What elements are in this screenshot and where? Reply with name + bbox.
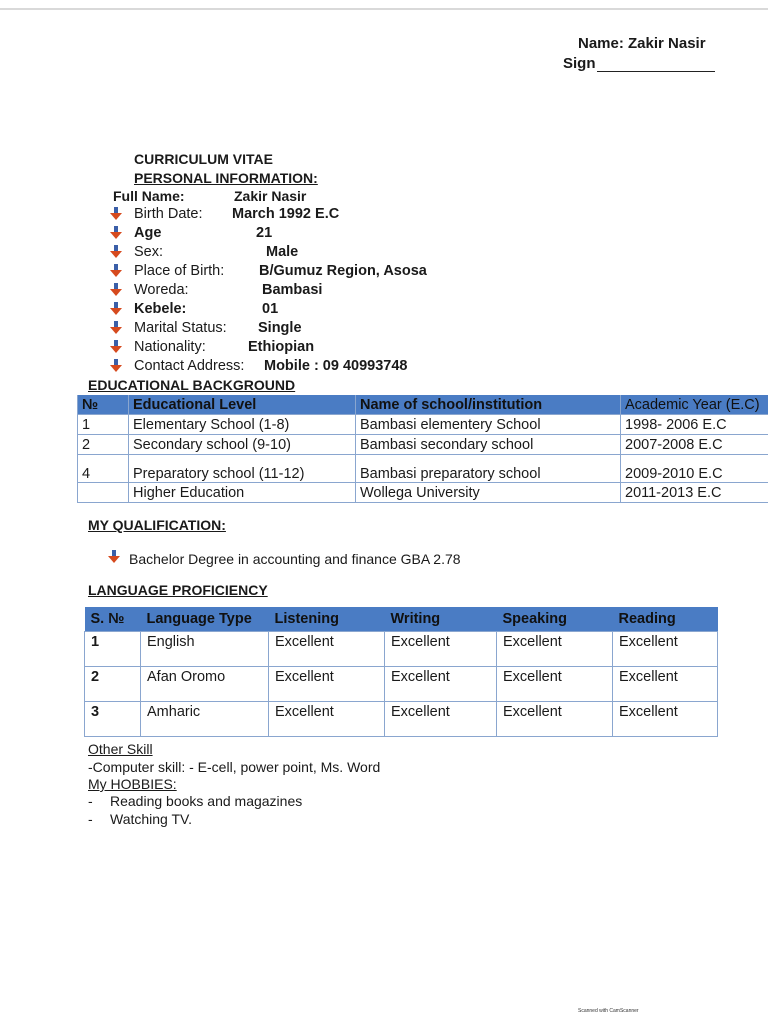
arrow-bullet-icon [110,321,122,339]
edu-cell-no [78,483,129,503]
qualification-item [108,550,461,567]
personal-heading: PERSONAL INFORMATION: [134,170,318,186]
lang-col-type: Language Type [141,607,269,632]
scan-edge-line [0,8,768,10]
edu-cell-school: Bambasi preparatory school [356,455,621,483]
lang-col-no: S. № [85,607,141,632]
qualification-text: Bachelor Degree in accounting and finance GBA 2.78 [129,551,461,567]
lang-cell-listening: Excellent [269,702,385,737]
hobby-item [88,811,192,827]
arrow-bullet-icon [110,226,122,244]
lang-cell-speaking: Excellent [497,667,613,702]
personal-info-label: Contact Address: [134,358,245,374]
edu-cell-level: Elementary School (1-8) [129,415,356,435]
language-heading: LANGUAGE PROFICIENCY [88,582,268,598]
full-name-value: Zakir Nasir [234,188,307,204]
edu-cell-no: 4 [78,455,129,483]
edu-col-school: Name of school/institution [356,395,621,415]
personal-info-row [110,320,510,339]
scanner-watermark: Scanned with CamScanner [578,1008,639,1014]
education-heading: EDUCATIONAL BACKGROUND [88,377,296,393]
full-name-label: Full Name: [113,188,185,204]
other-skill-text: -Computer skill: - E-cell, power point, Ms. Word [88,759,381,775]
hobby-text: Watching TV. [110,811,192,827]
header-name: Name: Zakir Nasir [578,35,706,52]
lang-cell-reading: Excellent [613,632,718,667]
personal-info-row [110,339,510,358]
lang-cell-no: 1 [85,632,141,667]
lang-cell-speaking: Excellent [497,632,613,667]
personal-info-value: Ethiopian [248,339,315,355]
edu-cell-level: Preparatory school (11-12) [129,455,356,483]
lang-col-listening: Listening [269,607,385,632]
language-row [85,667,718,702]
personal-info-value: Single [258,320,302,336]
education-row [78,415,768,435]
arrow-bullet-icon [110,207,122,225]
sign-label: Sign [563,55,596,72]
personal-info-label: Kebele: [134,301,187,317]
edu-cell-no: 1 [78,415,129,435]
personal-info-row [110,301,510,320]
arrow-bullet-icon [108,550,122,564]
edu-cell-level: Secondary school (9-10) [129,435,356,455]
lang-cell-no: 3 [85,702,141,737]
personal-info-label: Marital Status: [134,320,227,336]
hobby-text: Reading books and magazines [110,793,303,809]
lang-cell-writing: Excellent [385,632,497,667]
arrow-bullet-icon [110,340,122,358]
lang-col-speaking: Speaking [497,607,613,632]
education-row [78,483,768,503]
dash-bullet: - [88,793,93,809]
personal-info-value: 01 [262,301,279,317]
arrow-bullet-icon [110,359,122,377]
lang-cell-writing: Excellent [385,702,497,737]
personal-info-value: Male [266,244,299,260]
arrow-bullet-icon [110,245,122,263]
personal-info-label: Age [134,225,162,241]
personal-info-row [110,263,510,282]
education-row [78,435,768,455]
arrow-bullet-icon [110,264,122,282]
personal-info-row [110,282,510,301]
edu-cell-year: 2011-2013 E.C [621,483,768,503]
edu-cell-school: Bambasi secondary school [356,435,621,455]
edu-cell-level: Higher Education [129,483,356,503]
edu-col-year: Academic Year (E.C) [621,395,768,415]
language-row [85,702,718,737]
arrow-bullet-icon [110,302,122,320]
lang-cell-type: Amharic [141,702,269,737]
qualification-heading: MY QUALIFICATION: [88,517,226,533]
personal-info-value: B/Gumuz Region, Asosa [259,263,427,279]
edu-cell-school: Wollega University [356,483,621,503]
cv-title: CURRICULUM VITAE [134,151,273,167]
lang-cell-reading: Excellent [613,667,718,702]
header-sign [563,55,715,72]
edu-cell-year: 1998- 2006 E.C [621,415,768,435]
lang-cell-listening: Excellent [269,632,385,667]
edu-cell-year: 2007-2008 E.C [621,435,768,455]
edu-cell-year: 2009-2010 E.C [621,455,768,483]
lang-cell-listening: Excellent [269,667,385,702]
lang-cell-no: 2 [85,667,141,702]
lang-cell-writing: Excellent [385,667,497,702]
personal-info-row [110,358,510,377]
personal-info-value: Bambasi [262,282,323,298]
hobbies-heading: My HOBBIES: [88,776,177,792]
lang-cell-type: English [141,632,269,667]
personal-info-row [110,244,510,263]
lang-col-writing: Writing [385,607,497,632]
personal-info-row [110,206,510,225]
personal-info-label: Birth Date: [134,206,203,222]
lang-col-reading: Reading [613,607,718,632]
edu-cell-school: Bambasi elementery School [356,415,621,435]
language-table [84,607,718,737]
edu-col-level: Educational Level [129,395,356,415]
language-header-row [85,607,718,632]
arrow-bullet-icon [110,283,122,301]
personal-info-value: Mobile : 09 40993748 [264,358,408,374]
education-header-row [78,395,768,415]
personal-info-label: Place of Birth: [134,263,225,279]
personal-info-value: March 1992 E.C [232,206,340,222]
personal-info-row [110,225,510,244]
personal-info-value: 21 [256,225,273,241]
personal-info-label: Woreda: [134,282,189,298]
lang-cell-reading: Excellent [613,702,718,737]
personal-info-label: Sex: [134,244,164,260]
dash-bullet: - [88,811,93,827]
edu-cell-no: 2 [78,435,129,455]
hobby-item [88,793,302,809]
education-table [77,395,768,503]
other-skill-heading: Other Skill [88,741,153,757]
edu-col-no: № [78,395,129,415]
personal-info-label: Nationality: [134,339,206,355]
language-row [85,632,718,667]
signature-line [597,57,715,72]
lang-cell-type: Afan Oromo [141,667,269,702]
lang-cell-speaking: Excellent [497,702,613,737]
education-row [78,455,768,483]
